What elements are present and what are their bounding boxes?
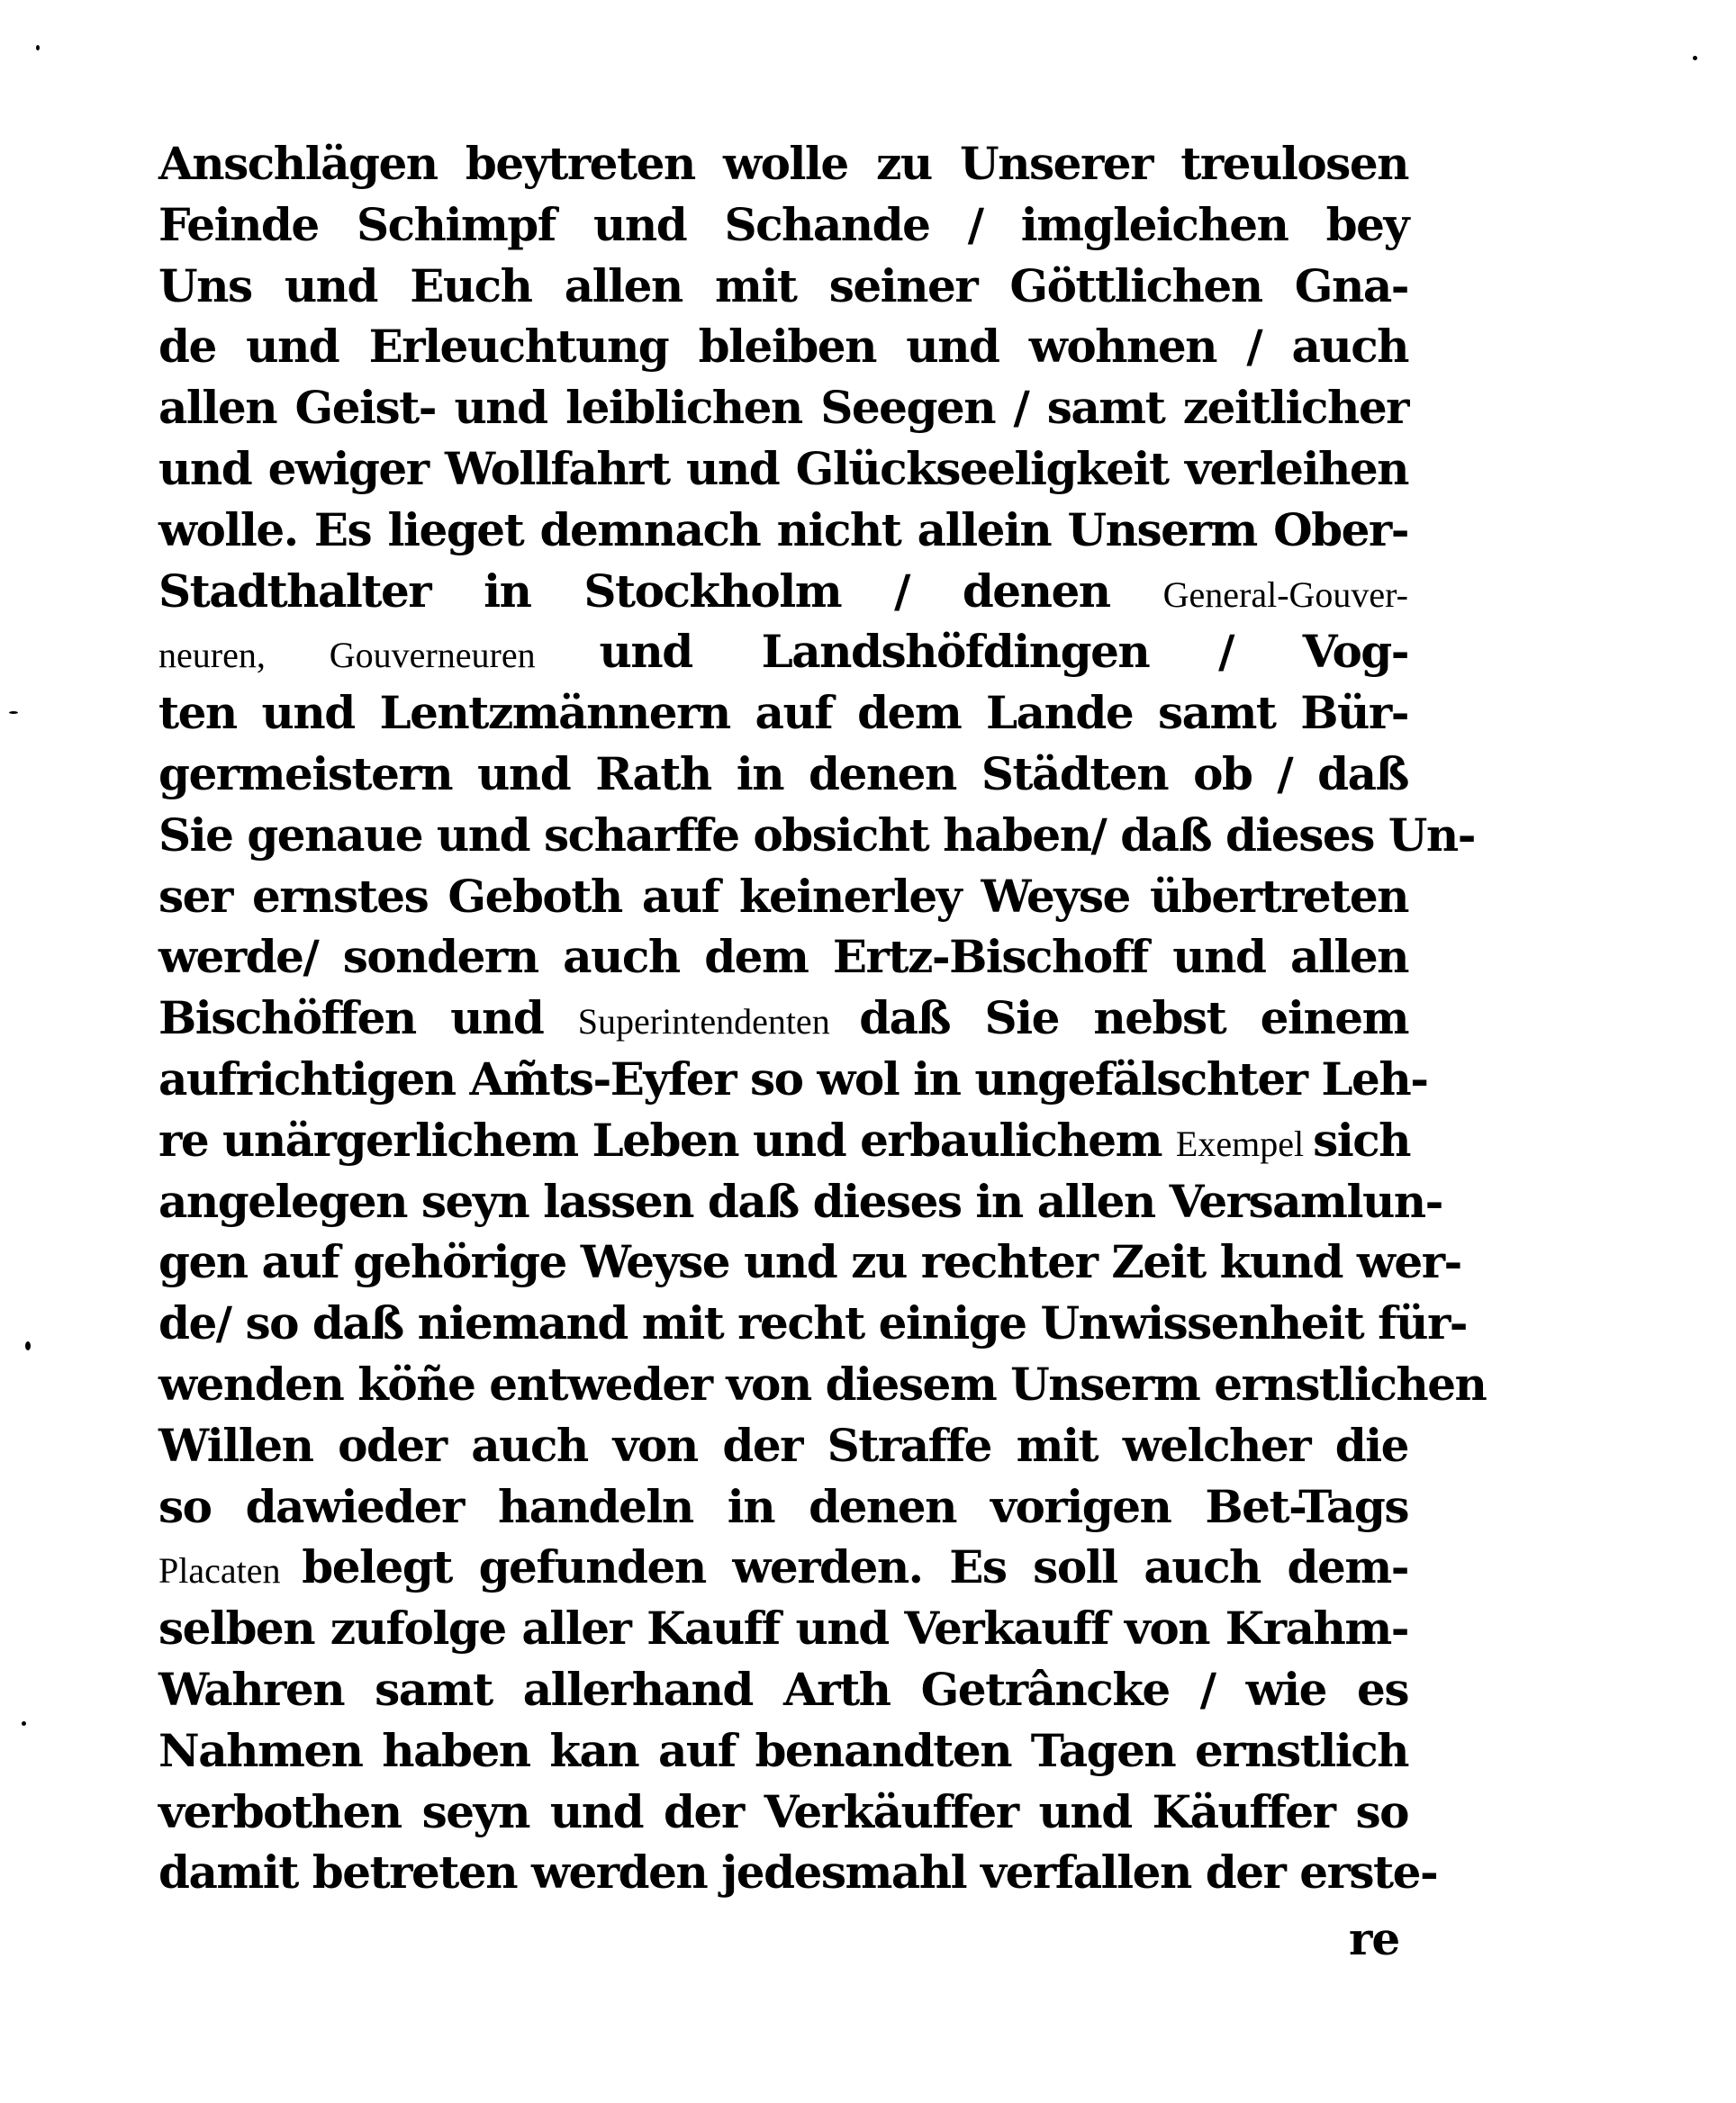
text-segment: germeistern und Rath in denen Städten ob / daß [158, 746, 1408, 800]
text-segment: werde/ sondern auch dem Ertz-Bischoff und allen [158, 930, 1408, 984]
text-segment: Uns und Euch allen mit seiner Göttlichen Gna- [158, 258, 1408, 312]
latin-word: General-Gouver- [1162, 573, 1408, 615]
latin-word: Placaten [158, 1550, 303, 1592]
scan-speck [22, 1721, 26, 1726]
text-segment: Stadthalter in Stockholm / denen [158, 564, 1163, 618]
text-line [158, 1232, 1461, 1293]
text-line [158, 1782, 1408, 1843]
text-line [158, 1171, 1442, 1232]
body-text [158, 133, 1487, 1903]
text-segment: und ewiger Wollfahrt und Glückseeligkeit verleihen [158, 441, 1408, 495]
text-line [158, 1415, 1408, 1476]
text-segment: Wahren samt allerhand Arth Getrâncke / wie es [158, 1662, 1408, 1716]
text-segment: belegt gefunden werden. Es soll auch dem- [302, 1540, 1408, 1594]
text-segment: sich [1313, 1113, 1411, 1167]
text-segment: Bischöffen und [158, 991, 578, 1045]
text-segment: damit betreten werden jedesmahl verfallen der erste- [158, 1846, 1438, 1900]
latin-word: neuren, Gouverneuren [158, 635, 600, 676]
scan-speck [25, 1341, 31, 1350]
text-segment: wolle. Es lieget demnach nicht allein Unserm Ober- [158, 502, 1408, 556]
text-line [158, 1659, 1408, 1720]
text-line [158, 1537, 1408, 1598]
text-line [158, 682, 1408, 744]
text-segment: de/ so daß niemand mit recht einige Unwissenheit für- [158, 1296, 1468, 1350]
text-line [158, 988, 1408, 1049]
text-line [158, 1354, 1487, 1415]
text-segment: ser ernstes Geboth auf keinerley Weyse übertreten [158, 869, 1408, 923]
scan-speck [1693, 56, 1697, 60]
text-line [158, 316, 1408, 377]
text-line [158, 377, 1408, 438]
text-segment: daß Sie nebst einem [859, 991, 1409, 1045]
text-line [158, 1110, 1411, 1171]
text-segment: und Landshöfdingen / Vog- [599, 625, 1409, 679]
text-line [158, 1842, 1438, 1903]
catchword: re [1349, 1912, 1400, 1965]
text-line [158, 133, 1408, 194]
text-line [158, 621, 1408, 682]
text-line [158, 1720, 1408, 1782]
text-segment: wenden köñe entweder von diesem Unserm ernstlichen [158, 1357, 1487, 1411]
text-segment: de und Erleuchtung bleiben und wohnen / auch [158, 320, 1408, 374]
text-segment: Willen oder auch von der Straffe mit welcher die [158, 1418, 1408, 1472]
text-line [158, 438, 1408, 500]
text-segment: aufrichtigen Am̃ts-Eyfer so wol in ungefälschter Leh- [158, 1052, 1428, 1106]
text-line [158, 926, 1408, 988]
text-segment: gen auf gehörige Weyse und zu rechter Zeit kund wer- [158, 1235, 1461, 1289]
text-line [158, 866, 1408, 927]
text-line [158, 194, 1408, 256]
text-line [158, 744, 1408, 805]
text-segment: so dawieder handeln in denen vorigen Bet-Tags [158, 1479, 1408, 1533]
text-line [158, 1598, 1408, 1659]
latin-word: Superintendenten [577, 1001, 860, 1042]
text-segment: verbothen seyn und der Verkäuffer und Käuffer so [158, 1784, 1408, 1838]
scan-speck [36, 45, 40, 50]
text-segment: selben zufolge aller Kauff und Verkauff von Krahm- [158, 1602, 1408, 1656]
text-segment: Feinde Schimpf und Schande / imgleichen bey [158, 197, 1408, 251]
text-segment: Nahmen haben kan auf benandten Tagen ernstlich [158, 1723, 1408, 1777]
text-segment: allen Geist- und leiblichen Seegen / samt zeitlicher [158, 381, 1408, 435]
text-segment: Sie genaue und scharffe obsicht haben/ daß dieses Un- [158, 808, 1475, 862]
text-line [158, 1293, 1468, 1354]
text-line [158, 561, 1408, 622]
text-segment: re unärgerlichem Leben und erbaulichem [158, 1113, 1176, 1167]
text-segment: ten und Lentzmännern auf dem Lande samt Bür- [158, 686, 1408, 740]
text-segment: angelegen seyn lassen daß dieses in allen Versamlun- [158, 1174, 1442, 1228]
text-segment: Anschlägen beytreten wolle zu Unserer treulosen [158, 137, 1408, 190]
text-line [158, 1476, 1408, 1538]
text-line [158, 1049, 1428, 1110]
latin-word: Exempel [1175, 1123, 1314, 1164]
scan-speck [9, 711, 18, 714]
text-line [158, 256, 1408, 317]
text-line [158, 805, 1475, 866]
text-line [158, 500, 1408, 561]
